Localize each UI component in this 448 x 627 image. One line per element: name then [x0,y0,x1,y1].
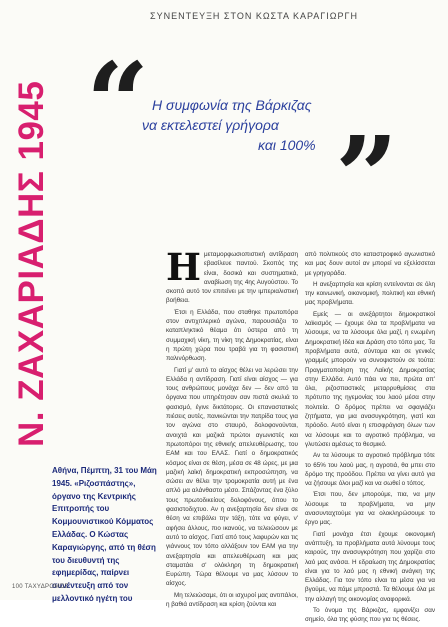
section-label: ΣΥΝΕΝΤΕΥΞΗ ΣΤΟΝ ΚΩΣΤΑ ΚΑΡΑΓΙΩΡΓΗ [150,11,358,21]
headline-line-1: Η συμφωνία της Βάρκιζας [152,97,312,113]
body-column-1 [166,245,298,611]
body-paragraph: Γιατί μ' αυτό το αίσχος θέλει να λερώσει την Ελλάδα η αντίδραση. Γιατί είναι αίσχος — για τους ανθρώπους μονάχα δεν — δεν από τα όργανα που υπηρέτησαν σαν πιστά σκυλιά το φασισμό, έγινε δικτάτορες. Οι επαναστατικές πιέσεις αυτές, πανικώνται την πατρίδα τους για τον αγώνα στο σταυρό, δολοφονούνται, ανοιχτά και μαζικά πρώτοι αγωνιστές και πρωτοπόροι της εθνικής απελευθέρωσης, του ΕΑΜ και του ΕΛΑΣ. Γιατί ο δημοκρατικός κόσμος είναι σε θέση, μέσα σε 48 ώρες, με μια μαζική λαϊκή δημοκρατική εκπροσώπηση, να σώσει αν θέλει την τρομοκρατία αυτή με ένα απλό μα αλάνθαστο μέσο. Σπάζοντας ένα ξύλο τους πρωτοδικείους δολοφόνους, όπου το φασιστοδιχτυο. Αν η ανεξαρτησία δεν είναι σε θέση να επιβάλει την τάξη, τότε να φύγει, ν' αφήσει άλλους, πιο ικανούς, να τελειώσουν με αυτό το αίσχος. Γιατί από τους λαφυρών και τις γιάννους τον τόπο αλλάξουν τον ΕΑΜ για την ανεξαρτησία και απελευθέρωση και μας σταματάει σ' ολόκληρη τη δημοκρατική Ευρώπη. Τώρα θέλουμε να μας λύσουν το αίσχος. [166,366,298,588]
open-quote-mark: “ [86,38,150,167]
body-paragraph: από πολιτικούς στο καταστροφικό αγωνιστικό και μας δουν αυτοί αν μπορεί να εξελίσσεται με γρηγοράδα. [305,251,435,277]
body-paragraph: Μη τελειώσαμε, ότι οι ισχυροί μας αντιπάλοι, η βαθιά αντίδραση και κρίση ζούνται και [166,591,298,608]
body-paragraph: Εμείς — οι ανεξάρτητοι δημοκρατικοί λαϊκισμός — έχουμε όλα τα προβλήματα να λύσουμε, να τα λύσουμε όλα μαζί, η ενωμένη Δημοκρατική Ιδέα και Δράση στο τόπο μας. Τα προβλήματα αυτά, σύντομα και σε γενικές γραμμές μπορούν να συνοψιστούν σε τούτα: Πραγματοποίηση της Λαϊκής Δημοκρατίας στην Ελλάδα. Αυτό πάει να πει, πρώτα απ' όλα, ριζοσπαστικές μεταρρυθμίσεις στα πρότυπο της ηγεμονίας του λαού μέσα στην πολιτεία. Ο δρόμος πρέπει να σφαγιάζει ζητήματα, για μια ανασυγκρότηση, γιατί και πρόοδο. Αυτό είναι η επισφράγιση όλων των να λύσουμε και το αγροτικό πρόβλημα, να γλυτώσει αμέσως το θεσμικό. [305,310,435,448]
intro-paragraph: Αθήνα, Πέμπτη, 31 του Μάη 1945. «Ριζοσπάστης», όργανο της Κεντρικής Επιτροπής του Κομμουνιστικού Κόμματος Ελλάδας. Ο Κώστας Καραγιώργης, από τη θέση του διευθυντή της εφημερίδας, παίρνει συνέντευξη από τον μελλοντικό ηγέτη του [52,466,157,603]
body-paragraph: μεταμορφωσιοπιστική αντίδραση εβασίλευε παντού. Σκοπός της είναι, δοσικά και συστηματικά, αναβίωση της 4ης Αυγούστου. Το σκοπό αυτό τον επιτείνει με την ιμπεριαλιστική βοήθεια. [166,251,298,305]
body-paragraph: Έτσι που, δεν μπορούμε, πια, να μην λύσουμε τα προβλήματα, να μην ανασυνταχτούμε για να ολοκληρώσουμε το έργο μας. [305,491,435,527]
headline [142,95,352,155]
body-paragraph: Η ανεξαρτησία και κρίση εντείνονται σε όλη την κοινωνική, οικονομική, πολιτική και εθνική μας προβλήματα. [305,280,435,307]
close-quote-mark: ” [335,112,399,241]
headline-line-2: να εκτελεστεί γρήγορα [142,117,279,133]
page-footer: 100 ΤΑΧΥΔΡΟΜΟΣ [12,584,69,590]
body-paragraph: Έτσι η Ελλάδα, που σταθηκε πρωτοπόρα στον αντιχιτλερικό αγώνα, παρουσιάζει το καταπληκτικό θέαμα ότι ύστερα από τη συμμαχική νίκη, τη νίκη της Δημοκρατίας, είναι η πρώτη χώρα που τραβά για τη φασιστική παλινόρθωση. [166,308,298,363]
body-paragraph: Γιατί μονάχα έτσι έχουμε οικονομική ανάπτυξη, τα προβλήματα αυτά λύνουμε τους καιρούς, την ανασυγκρότηση που χαρίζει στο λαό μας ανάσα. Η εδραίωση της Δημοκρατίας είναι για το λαό μας η εθνική ανάγκη της Ελλάδας. Για τον τόπο είναι τα μέσα για να βγούμε, να πάμε μπροστά. Τα θέλουμε όλα με την αλλαγή της οικονομίας αναφορικά. [305,530,435,603]
body-column-2 [305,250,435,627]
body-paragraph: Αν τα λύσουμε το αγροτικό πρόβλημα τότε το 65% του λαού μας, η αγροτιά, θα μπει στο δρόμο της προόδου. Πρέπει να γίνει αυτό για να ζήσουμε όλοι μαζί και να σωθεί ο τόπος. [305,452,435,488]
body-paragraph: Το όνομα της Βάρκιζας, εμφανίζει σαν σημείο, όλα της φύσης που για τις θέσεις. [305,606,435,624]
headline-line-3: και 100% [258,137,316,153]
drop-cap: Η [166,245,201,289]
vertical-title: Ν. ΖΑΧΑΡΙΑΔΗΣ 1945 [12,80,51,447]
